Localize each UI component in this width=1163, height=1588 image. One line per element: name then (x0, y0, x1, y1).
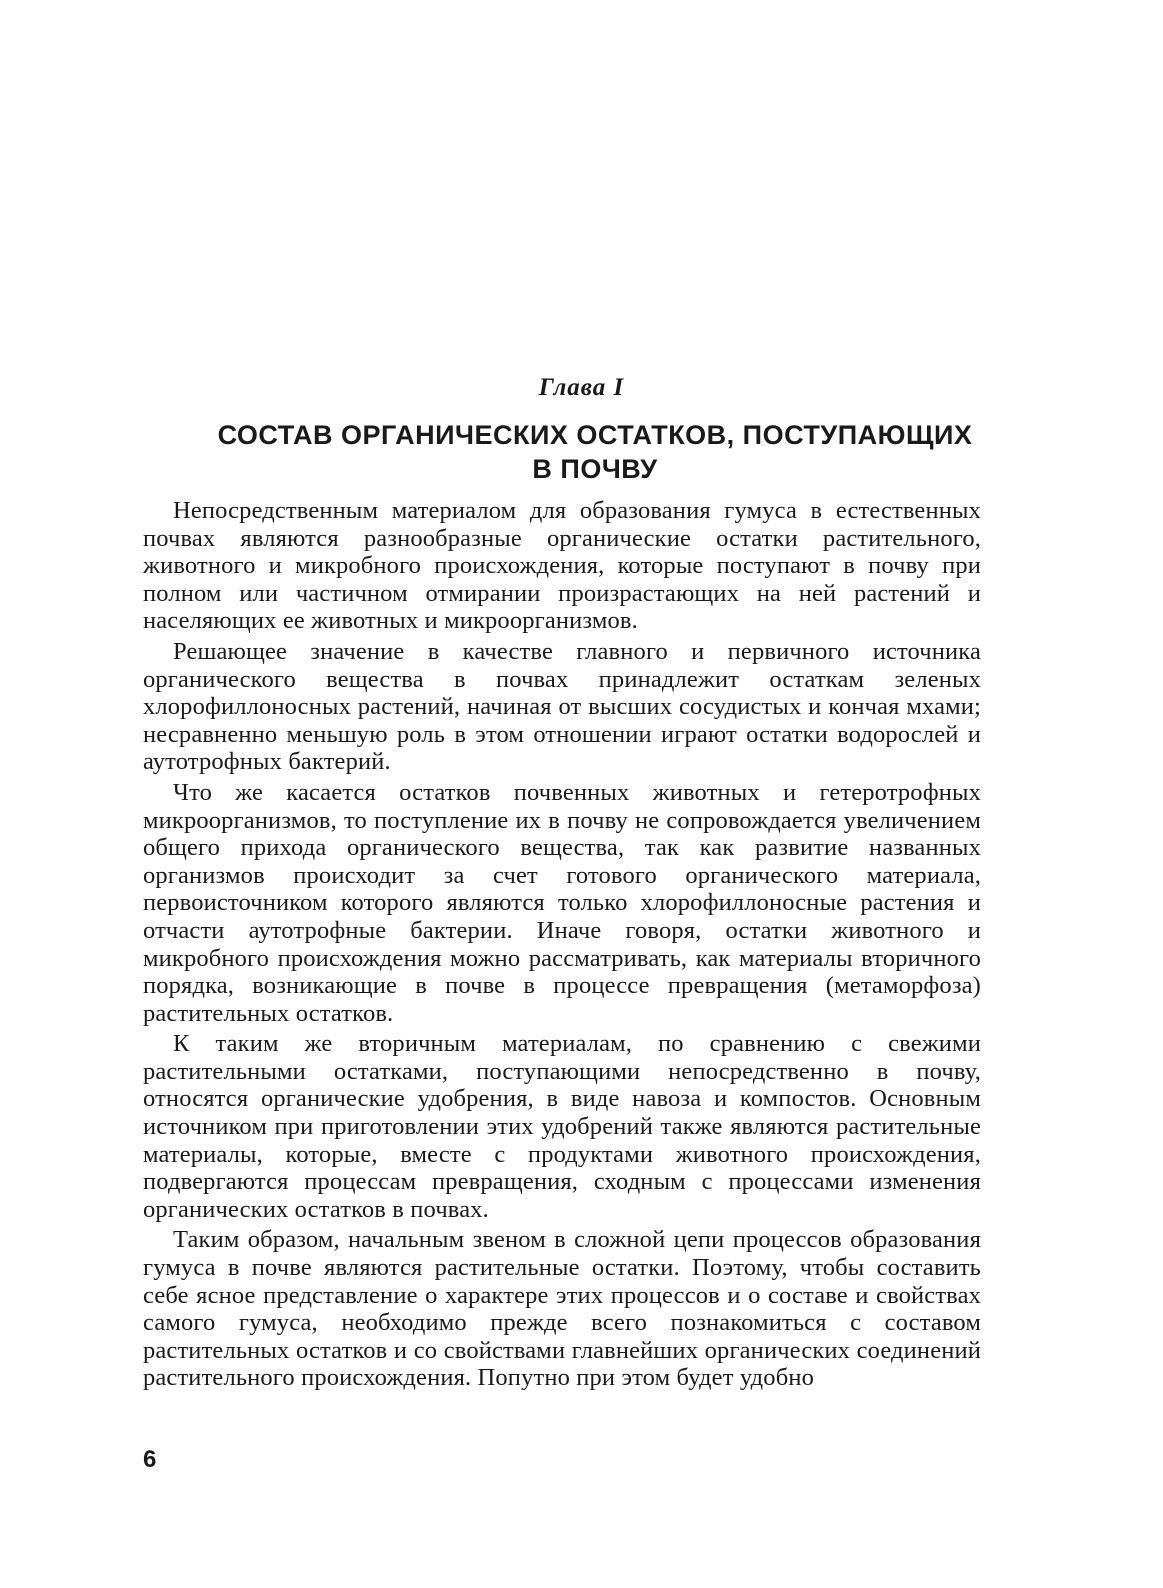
page-number: 6 (143, 1446, 157, 1473)
chapter-title (150, 418, 1040, 486)
paragraph: Таким образом, начальным звеном в сложной цепи процессов образования гумуса в почве являются растительные остатки. Поэтому, чтобы составить себе ясное представление о характере этих процессов и о составе и свойствах самого гумуса, необходимо прежде всего познакомиться с составом растительных остатков и со свойствами главнейших органических соединений растительного происхождения. Попутно при этом будет удобно (143, 1226, 981, 1392)
chapter-label: Глава I (538, 374, 625, 401)
paragraph: Непосредственным материалом для образования гумуса в естественных почвах являются разнообразные органические остатки растительного, животного и микробного происхождения, которые поступают в почву при полном или частичном отмирании произрастающих на ней растений и населяющих ее животных и микроорганизмов. (143, 497, 981, 635)
paragraph: Что же касается остатков почвенных животных и гетеротрофных микроорганизмов, то поступление их в почву не сопровождается увеличением общего прихода органического вещества, так как развитие названных организмов происходит за счет готового органического материала, первоисточником которого являются только хлорофиллоносные растения и отчасти аутотрофные бактерии. Иначе говоря, остатки животного и микробного происхождения можно рассматривать, как материалы вторичного порядка, возникающие в почве в процессе превращения (метаморфоза) растительных остатков. (143, 778, 981, 1027)
chapter-title-line-2: В ПОЧВУ (532, 454, 658, 484)
chapter-title-line-1: СОСТАВ ОРГАНИЧЕСКИХ ОСТАТКОВ, ПОСТУПАЮЩИХ (217, 420, 973, 450)
body-text (143, 497, 981, 1395)
paragraph: Решающее значение в качестве главного и первичного источника органического вещества в почвах принадлежит остаткам зеленых хлорофиллоносных растений, начиная от высших сосудистых и кончая мхами; несравненно меньшую роль в этом отношении играют остатки водорослей и аутотрофных бактерий. (143, 637, 981, 776)
paragraph: К таким же вторичным материалам, по сравнению с свежими растительными остатками, поступающими непосредственно в почву, относятся органические удобрения, в виде навоза и компостов. Основным источником при приготовлении этих удобрений также являются растительные материалы, которые, вместе с продуктами животного происхождения, подвергаются процессам превращения, сходным с процессами изменения органических остатков в почвах. (143, 1030, 981, 1223)
